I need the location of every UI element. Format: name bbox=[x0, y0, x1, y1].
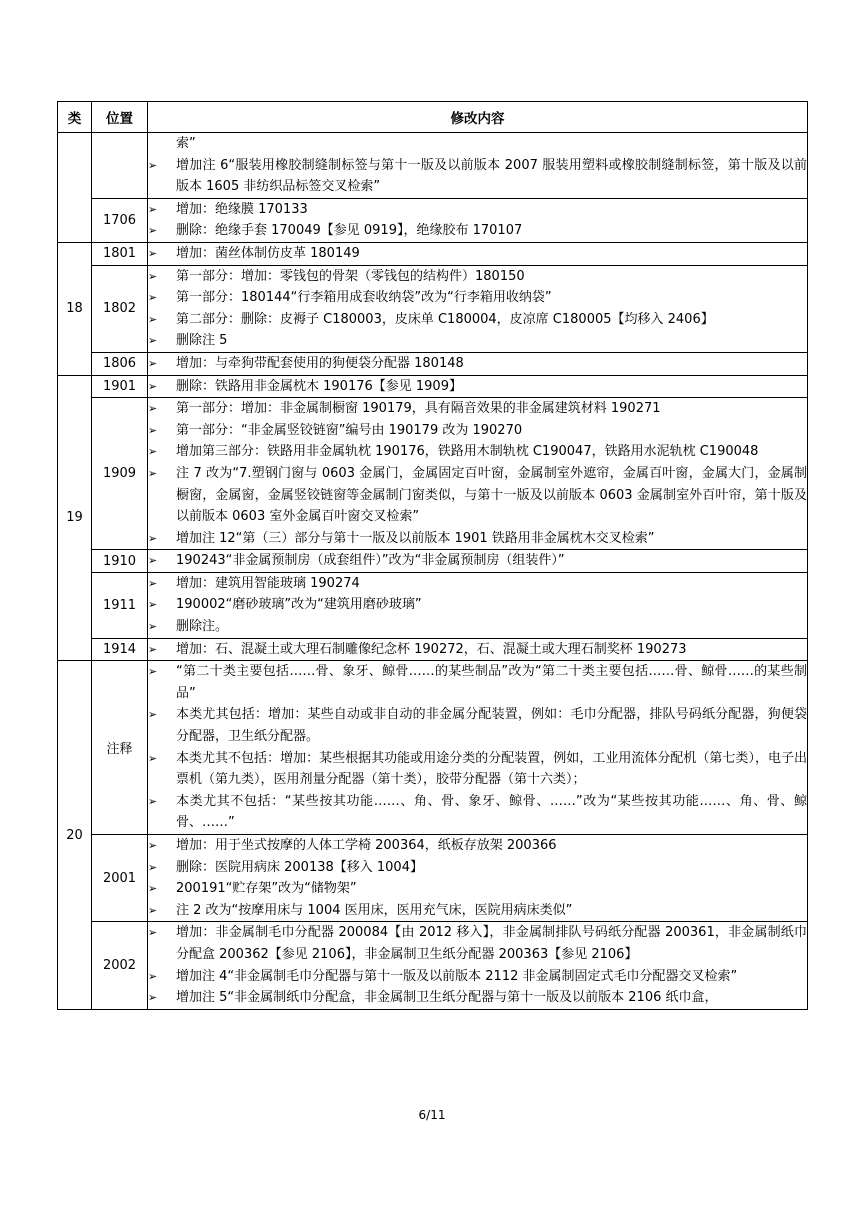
item-text: 第一部分：180144“行李箱用成套收纳袋”改为“行李箱用收纳袋” bbox=[176, 290, 552, 306]
list-item bbox=[148, 398, 807, 420]
list-item bbox=[148, 616, 807, 638]
list-item bbox=[148, 704, 807, 747]
table-row bbox=[58, 661, 808, 835]
arrow-bullet-icon: ➢ bbox=[148, 969, 158, 983]
arrow-bullet-icon: ➢ bbox=[148, 334, 158, 348]
item-text: 190243“非金属预制房（成套组件）”改为“非金属预制房（组装件）” bbox=[176, 553, 565, 569]
list-item bbox=[148, 639, 807, 661]
item-text: 第二部分：删除：皮褥子 C180003，皮床单 C180004，皮凉席 C180005【均移入 2406】 bbox=[176, 311, 714, 327]
content-cell bbox=[148, 375, 808, 398]
table-header-row bbox=[58, 102, 808, 133]
table-row bbox=[58, 638, 808, 661]
list-item bbox=[148, 266, 807, 288]
item-text: 增加注 4“非金属制毛巾分配器与第十一版及以前版本 2112 非金属制固定式毛巾分配器交叉检索” bbox=[176, 968, 738, 984]
list-item bbox=[148, 199, 807, 221]
content-cell bbox=[148, 398, 808, 550]
item-text: 第一部分：增加：零钱包的骨架（零钱包的结构件）180150 bbox=[176, 268, 525, 284]
list-item bbox=[148, 420, 807, 442]
class-cell: 18 bbox=[58, 242, 92, 375]
item-text: 增加：绝缘膜 170133 bbox=[176, 201, 308, 217]
list-item bbox=[148, 287, 807, 309]
arrow-bullet-icon: ➢ bbox=[148, 860, 158, 874]
item-text: 第一部分：“非金属竖铰链窗”编号由 190179 改为 190270 bbox=[176, 422, 523, 438]
table-row bbox=[58, 398, 808, 550]
content-cell bbox=[148, 242, 808, 265]
item-text: 删除：绝缘手套 170049【参见 0919】，绝缘胶布 170107 bbox=[176, 223, 523, 239]
content-cell bbox=[148, 835, 808, 922]
arrow-bullet-icon: ➢ bbox=[148, 423, 158, 437]
item-text: 增加：建筑用智能玻璃 190274 bbox=[176, 575, 360, 591]
position-cell: 1801 bbox=[92, 242, 148, 265]
item-text: 本类尤其不包括：增加：某些根据其功能或用途分类的分配装置，例如，工业用流体分配机（第七类），电子出票机（第九类），医用剂量分配器（第十类），胶带分配器（第十六类）； bbox=[176, 750, 807, 788]
content-cell bbox=[148, 352, 808, 375]
item-text: 增加：非金属制毛巾分配器 200084【由 2012 移入】，非金属制排队号码纸分配器 200361，非金属制纸巾分配盒 200362【参见 2106】，非金属制卫生纸分配器 200363【参见 2106】 bbox=[176, 925, 807, 962]
arrow-bullet-icon: ➢ bbox=[148, 554, 158, 568]
list-item bbox=[148, 133, 807, 155]
table-row bbox=[58, 242, 808, 265]
list-item bbox=[148, 878, 807, 900]
position-cell: 1901 bbox=[92, 375, 148, 398]
item-text: 删除：铁路用非金属枕木 190176【参见 1909】 bbox=[176, 378, 462, 394]
arrow-bullet-icon: ➢ bbox=[148, 598, 158, 612]
list-item bbox=[148, 835, 807, 857]
arrow-bullet-icon: ➢ bbox=[148, 576, 158, 590]
list-item bbox=[148, 573, 807, 595]
item-text: 索” bbox=[176, 136, 196, 151]
table-row bbox=[58, 550, 808, 573]
list-item bbox=[148, 550, 807, 572]
arrow-bullet-icon: ➢ bbox=[148, 356, 158, 370]
item-text: 增加注 5“非金属制纸巾分配盒，非金属制卫生纸分配器与第十一版及以前版本 2106 纸巾盒， bbox=[176, 990, 718, 1006]
item-text: 增加：石、混凝土或大理石制雕像纪念杯 190272，石、混凝土或大理石制奖杯 190273 bbox=[176, 641, 687, 657]
item-text: 注 2 改为“按摩用床与 1004 医用床，医用充气床，医院用病床类似” bbox=[176, 902, 573, 918]
position-cell: 1914 bbox=[92, 638, 148, 661]
page-number: 6/11 bbox=[418, 1108, 446, 1122]
table-row bbox=[58, 375, 808, 398]
list-item bbox=[148, 463, 807, 528]
list-item bbox=[148, 661, 807, 704]
arrow-bullet-icon: ➢ bbox=[148, 246, 158, 260]
position-cell: 1911 bbox=[92, 572, 148, 638]
item-text: 增加注 6“服装用橡胶制缝制标签与第十一版及以前版本 2007 服装用塑料或橡胶制缝制标签，第十版及以前版本 1605 非纺织品标签交叉检索” bbox=[176, 157, 807, 195]
arrow-bullet-icon: ➢ bbox=[148, 642, 158, 656]
arrow-bullet-icon: ➢ bbox=[148, 839, 158, 852]
table-row bbox=[58, 133, 808, 199]
list-item bbox=[148, 748, 807, 791]
item-text: “第二十类主要包括……骨、象牙、鲸骨……的某些制品”改为“第二十类主要包括……骨、鲸骨……的某些制品” bbox=[176, 664, 807, 701]
item-text: 增加：菌丝体制仿皮革 180149 bbox=[176, 245, 360, 261]
list-item bbox=[148, 376, 807, 398]
arrow-bullet-icon: ➢ bbox=[148, 926, 158, 940]
content-cell bbox=[148, 198, 808, 242]
item-text: 删除注。 bbox=[176, 619, 229, 635]
arrow-bullet-icon: ➢ bbox=[148, 794, 158, 808]
class-cell: 19 bbox=[58, 375, 92, 661]
arrow-bullet-icon: ➢ bbox=[148, 466, 158, 480]
arrow-bullet-icon: ➢ bbox=[148, 291, 158, 305]
arrow-bullet-icon: ➢ bbox=[148, 224, 158, 238]
item-text: 增加：与牵狗带配套使用的狗便袋分配器 180148 bbox=[176, 355, 464, 371]
list-item bbox=[148, 220, 807, 242]
content-cell bbox=[148, 638, 808, 661]
table-body bbox=[58, 133, 808, 1010]
item-text: 删除：医院用病床 200138【移入 1004】 bbox=[176, 859, 423, 875]
list-item bbox=[148, 966, 807, 988]
content-cell bbox=[148, 572, 808, 638]
arrow-bullet-icon: ➢ bbox=[148, 751, 158, 765]
item-text: 增加：用于坐式按摩的人体工学椅 200364，纸板存放架 200366 bbox=[176, 838, 557, 853]
table-row bbox=[58, 922, 808, 1009]
list-item bbox=[148, 987, 807, 1009]
list-item bbox=[148, 243, 807, 265]
arrow-bullet-icon: ➢ bbox=[148, 445, 158, 459]
table-row bbox=[58, 352, 808, 375]
list-item bbox=[148, 309, 807, 331]
arrow-bullet-icon: ➢ bbox=[148, 903, 158, 917]
arrow-bullet-icon: ➢ bbox=[148, 269, 158, 283]
arrow-bullet-icon: ➢ bbox=[148, 158, 158, 172]
list-item bbox=[148, 791, 807, 834]
arrow-bullet-icon: ➢ bbox=[148, 379, 158, 393]
table-row bbox=[58, 265, 808, 352]
arrow-bullet-icon: ➢ bbox=[148, 312, 158, 326]
list-item bbox=[148, 330, 807, 352]
content-cell bbox=[148, 265, 808, 352]
position-cell: 1910 bbox=[92, 550, 148, 573]
position-cell: 2002 bbox=[92, 922, 148, 1009]
list-item bbox=[148, 441, 807, 463]
position-cell: 注释 bbox=[92, 661, 148, 835]
content-cell bbox=[148, 922, 808, 1009]
arrow-bullet-icon: ➢ bbox=[148, 531, 158, 545]
position-cell bbox=[92, 133, 148, 199]
item-text: 增加注 12“第（三）部分与第十一版及以前版本 1901 铁路用非金属枕木交叉检索” bbox=[176, 530, 655, 546]
table-row bbox=[58, 572, 808, 638]
item-text: 注 7 改为“7.塑钢门窗与 0603 金属门，金属固定百叶窗，金属制室外遮帘，金属百叶窗，金属大门，金属制橱窗，金属窗，金属竖铰链窗等金属制门窗类似，与第十一版及以前版本 0603 金属制室外百叶帘，第十版及以前版本 0603 室外金属百叶窗交叉检索” bbox=[176, 465, 807, 525]
content-cell bbox=[148, 661, 808, 835]
item-text: 190002“磨砂玻璃”改为“建筑用磨砂玻璃” bbox=[176, 597, 422, 613]
list-item bbox=[148, 857, 807, 879]
arrow-bullet-icon: ➢ bbox=[148, 202, 158, 216]
arrow-bullet-icon: ➢ bbox=[148, 882, 158, 896]
arrow-bullet-icon: ➢ bbox=[148, 991, 158, 1005]
item-text: 本类尤其不包括：“某些按其功能……、角、骨、象牙、鲸骨、……”改为“某些按其功能……、角、骨、鲸骨、……” bbox=[176, 793, 807, 831]
position-cell: 1909 bbox=[92, 398, 148, 550]
arrow-bullet-icon: ➢ bbox=[148, 708, 158, 722]
header-class: 类 bbox=[58, 102, 92, 133]
table-row bbox=[58, 198, 808, 242]
header-position: 位置 bbox=[92, 102, 148, 133]
table-row bbox=[58, 835, 808, 922]
list-item bbox=[148, 594, 807, 616]
arrow-bullet-icon: ➢ bbox=[148, 402, 158, 416]
item-text: 第一部分：增加：非金属制橱窗 190179，具有隔音效果的非金属建筑材料 190271 bbox=[176, 401, 661, 417]
amendment-table bbox=[57, 101, 808, 1010]
list-item bbox=[148, 353, 807, 375]
position-cell: 2001 bbox=[92, 835, 148, 922]
arrow-bullet-icon: ➢ bbox=[148, 620, 158, 634]
item-text: 增加第三部分：铁路用非金属轨枕 190176，铁路用木制轨枕 C190047，铁路用水泥轨枕 C190048 bbox=[176, 444, 759, 460]
list-item bbox=[148, 528, 807, 550]
item-text: 删除注 5 bbox=[176, 333, 228, 349]
list-item bbox=[148, 155, 807, 198]
item-text: 本类尤其包括：增加：某些自动或非自动的非金属分配装置，例如：毛巾分配器，排队号码纸分配器，狗便袋分配器，卫生纸分配器。 bbox=[176, 707, 807, 745]
class-cell: 20 bbox=[58, 661, 92, 1010]
position-cell: 1706 bbox=[92, 198, 148, 242]
item-text: 200191“贮存架”改为“储物架” bbox=[176, 881, 357, 897]
arrow-bullet-icon: ➢ bbox=[148, 665, 158, 679]
position-cell: 1806 bbox=[92, 352, 148, 375]
header-content: 修改内容 bbox=[148, 102, 808, 133]
list-item bbox=[148, 900, 807, 922]
content-cell bbox=[148, 550, 808, 573]
content-cell bbox=[148, 133, 808, 199]
list-item bbox=[148, 922, 807, 965]
position-cell: 1802 bbox=[92, 265, 148, 352]
class-cell bbox=[58, 133, 92, 243]
